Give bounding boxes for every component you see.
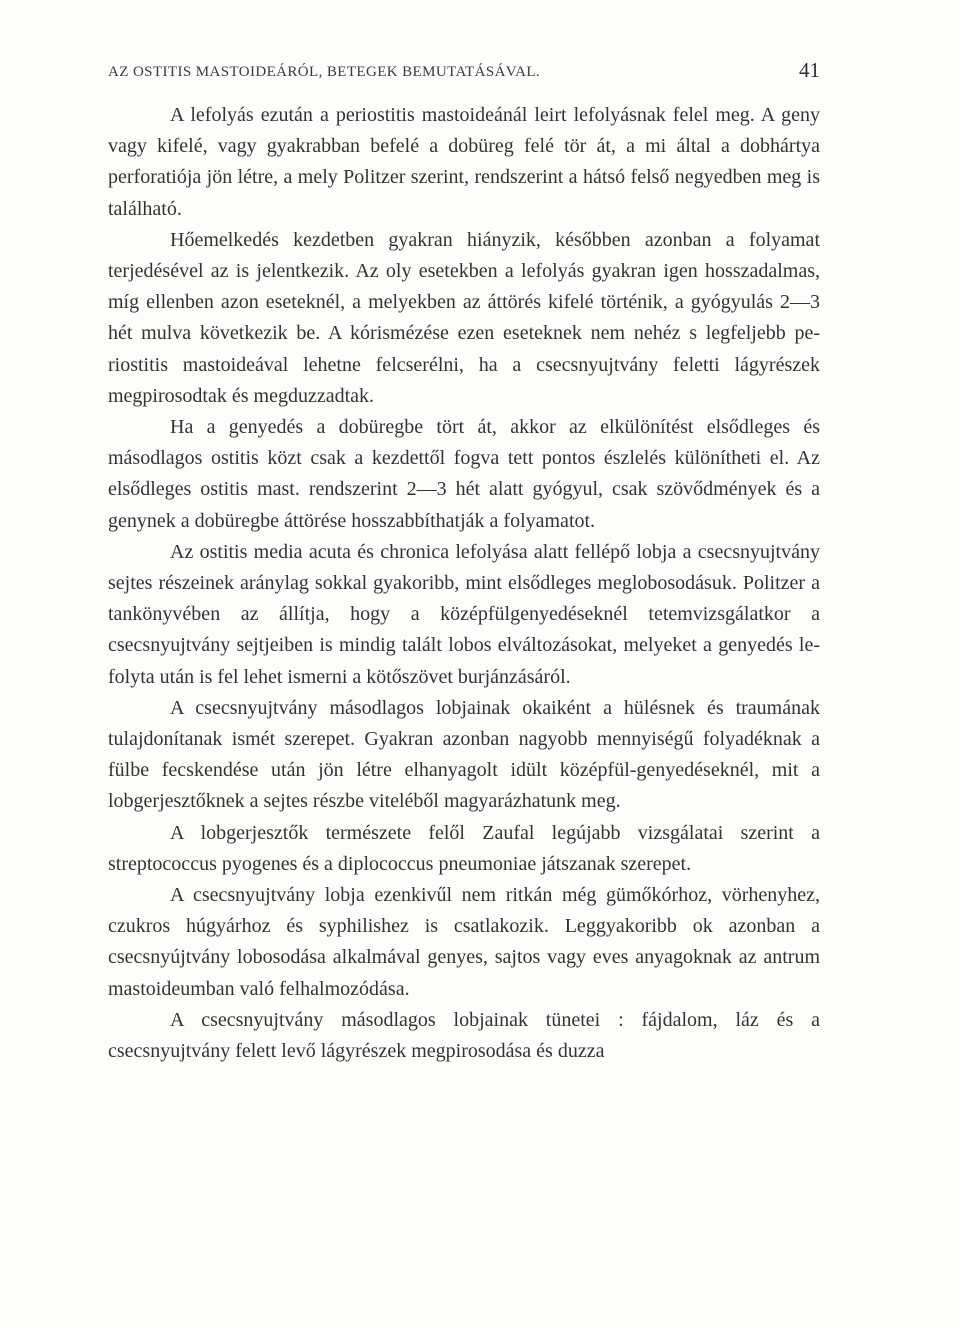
page-number: 41: [799, 58, 820, 82]
paragraph: Ha a genyedés a dobüregbe tört át, akkor az elkülönítést elsődleges és másodlagos ostitis közt csak a kezdettől fogva tett pontos észlelés különítheti el. Az elsődleges ostitis mast. rendszerint 2—3 hét alatt gyógyul, csak szövődmények és a genynek a dobüregbe áttörése hosszabbíthatják a folyamatot.: [108, 416, 820, 532]
paragraph: A lefolyás ezután a periostitis mastoideánál leirt lefolyásnak felel meg. A geny vagy kifelé, vagy gyakrabban befelé a dobüreg felé tör át, a mi által a dobhártya perforatiója jön létre, a mely Politzer szerint, rendszerint a hátsó felső negyedben meg is található.: [108, 104, 820, 220]
paragraph: Az ostitis media acuta és chronica lefolyása alatt fellépő lobja a csecsnyujtvány sejtes részeinek aránylag sokkal gyakoribb, mint elsődleges meglobosodásuk. Politzer a tankönyvében az állítja, hogy a középfülgenyedéseknél tetemvizsgálatkor a csecsnyujtvány sejtjeiben is mindig talált lobos elváltozásokat, melyeket a genyedés lefolyta után is fel lehet ismerni a kötőszövet burjánzásáról.: [108, 540, 820, 688]
paragraph: A csecsnyujtvány másodlagos lobjainak tünetei : fájdalom, láz és a csecsnyujtvány felett levő lágyrészek megpirosodása és duzza: [108, 1008, 820, 1063]
running-title: AZ OSTITIS MASTOIDEÁRÓL, BETEGEK BEMUTATÁSÁVAL.: [108, 64, 541, 80]
paragraph: Hőemelkedés kezdetben gyakran hiányzik, későbben azonban a folyamat terjedésével az is jelentkezik. Az oly esetekben a lefolyás gyakran igen hosszadalmas, míg ellenben azon eseteknél, a melyekben az áttörés kifelé történik, a gyógyulás 2—3 hét mulva következik be. A kórismézése ezen eseteknek nem nehéz s legfeljebb periostitis mastoideával lehetne felcserélni, ha a csecsnyujtvány feletti lágyrészek megpirosodtak és megduzzadtak.: [108, 228, 820, 407]
paragraph: A csecsnyujtvány lobja ezenkivűl nem ritkán még gümőkórhoz, vörhenyhez, czukros húgyárhoz és syphilishez is csatlakozik. Leggyakoribb ok azonban a csecsnyújtvány lobosodása alkalmával genyes, sajtos vagy eves anyagoknak az antrum mastoideumban való felhalmozódása.: [108, 884, 820, 1000]
paragraph: A csecsnyujtvány másodlagos lobjainak okaiként a hülésnek és traumának tulajdonítanak ismét szerepet. Gyakran azonban nagyobb mennyiségű folyadéknak a fülbe fecskendése után jön létre elhanyagolt idült középfül-genyedéseknél, mit a lobgerjesztőknek a sejtes részbe viteléből magyarázhatunk meg.: [108, 696, 820, 813]
paragraph: A lobgerjesztők természete felől Zaufal legújabb vizsgálatai szerint a streptococcus pyogenes és a diplococcus pneumoniae játszanak szerepet.: [108, 821, 820, 875]
running-head: [108, 58, 820, 88]
body-text: [108, 100, 820, 1067]
